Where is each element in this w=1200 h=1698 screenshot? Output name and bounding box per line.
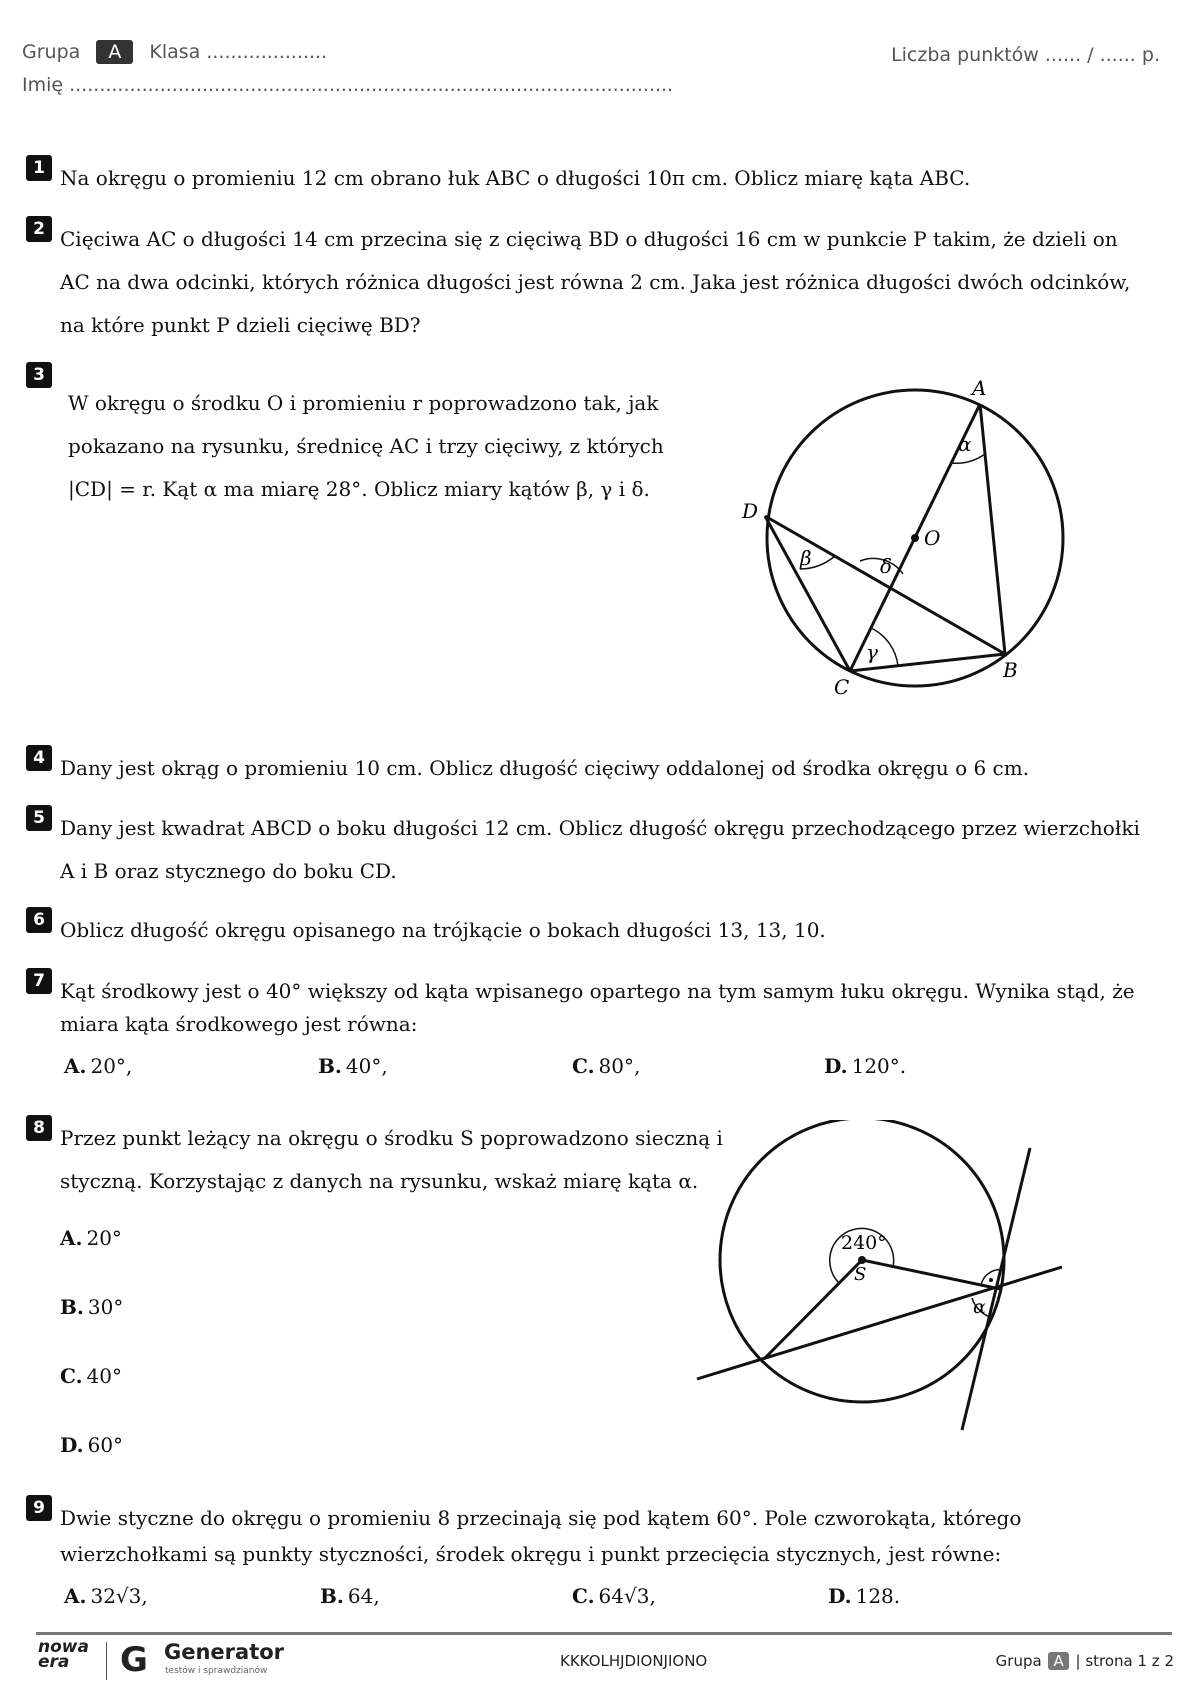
question-8-option-d: D. 60° <box>60 1433 124 1457</box>
footer-code: KKKOLHJDIONJIONO <box>560 1652 708 1670</box>
fig8-label-alpha: α <box>973 1296 986 1318</box>
fig3-label-B: B <box>1003 658 1018 682</box>
question-6-line-1: Oblicz długość okręgu opisanego na trójkącie o bokach długości 13, 13, 10. <box>60 918 826 942</box>
fig3-label-gamma: γ <box>866 640 878 664</box>
question-9-line-1: Dwie styczne do okręgu o promieniu 8 przecinają się pod kątem 60°. Pole czworokąta, którego <box>60 1506 1022 1530</box>
question-5-line-1: Dany jest kwadrat ABCD o boku długości 12 cm. Oblicz długość okręgu przechodzącego przez wierzchołki <box>60 816 1140 840</box>
question-1-line-1: Na okręgu o promieniu 12 cm obrano łuk ABC o długości 10π cm. Oblicz miarę kąta ABC. <box>60 166 971 190</box>
footer-page-info <box>996 1652 1174 1670</box>
footer-group-badge: A <box>1048 1652 1068 1670</box>
figure-8-circle-diagram <box>690 1120 1070 1440</box>
question-number-4: 4 <box>26 745 52 771</box>
fig8-center-point <box>858 1256 866 1264</box>
name-label: Imię .................................................................................................... <box>22 74 674 96</box>
group-label: Grupa <box>22 41 81 63</box>
question-2-line-3: na które punkt P dzieli cięciwę BD? <box>60 313 421 337</box>
question-number-8: 8 <box>26 1115 52 1141</box>
group-value-badge: A <box>96 40 133 64</box>
question-number-7: 7 <box>26 968 52 994</box>
question-8-line-2: styczną. Korzystając z danych na rysunku, wskaż miarę kąta α. <box>60 1169 699 1193</box>
question-7-line-1: Kąt środkowy jest o 40° większy od kąta wpisanego opartego na tym samym łuku okręgu. Wynika stąd, że <box>60 979 1135 1003</box>
footer-logo-divider <box>106 1642 107 1680</box>
question-number-2: 2 <box>26 216 52 242</box>
figure-3-circle-diagram <box>730 370 1070 710</box>
generator-logo-text: Generator <box>164 1640 285 1664</box>
question-7-option-a: A. 20°, <box>64 1054 133 1078</box>
question-3-line-1: W okręgu o środku O i promieniu r poprowadzono tak, jak <box>68 391 659 415</box>
points-label: Liczba punktów ...... / ...... p. <box>891 44 1160 66</box>
question-number-1: 1 <box>26 155 52 181</box>
question-number-9: 9 <box>26 1495 52 1521</box>
question-7-line-2: miara kąta środkowego jest równa: <box>60 1012 418 1036</box>
fig8-right-angle-dot <box>989 1278 993 1282</box>
fig3-label-A: A <box>972 376 987 400</box>
fig8-radius-1 <box>862 1260 1000 1289</box>
fig3-label-C: C <box>834 675 850 699</box>
fig8-label-240: 240° <box>841 1232 887 1254</box>
question-2-line-1: Cięciwa AC o długości 14 cm przecina się z cięciwą BD o długości 16 cm w punkcie P takim, że dzieli on <box>60 227 1118 251</box>
question-7-option-c: C. 80°, <box>572 1054 641 1078</box>
question-8-option-c: C. 40° <box>60 1364 122 1388</box>
fig3-label-alpha: α <box>958 432 972 456</box>
question-9-option-b: B. 64, <box>320 1584 380 1608</box>
fig3-label-D: D <box>742 499 759 523</box>
generator-logo-icon: G <box>120 1640 148 1680</box>
question-number-3: 3 <box>26 362 52 388</box>
question-9-line-2: wierzchołkami są punkty styczności, środek okręgu i punkt przecięcia stycznych, jest równe: <box>60 1542 1002 1566</box>
fig3-label-delta: δ <box>880 554 893 578</box>
fig3-center-point <box>911 534 919 542</box>
fig3-label-O: O <box>924 526 941 550</box>
footer-divider <box>36 1632 1172 1635</box>
question-8-option-b: B. 30° <box>60 1295 124 1319</box>
fig3-label-beta: β <box>800 546 812 570</box>
question-8-option-a: A. 20° <box>60 1226 122 1250</box>
fig8-secant <box>697 1267 1062 1379</box>
question-4-line-1: Dany jest okrąg o promieniu 10 cm. Oblicz długość cięciwy oddalonej od środka okręgu o 6 cm. <box>60 756 1030 780</box>
question-9-option-d: D. 128. <box>828 1584 901 1608</box>
question-5-line-2: A i B oraz stycznego do boku CD. <box>60 859 397 883</box>
footer-page-label: | strona 1 z 2 <box>1075 1652 1174 1670</box>
generator-logo-subtext: testów i sprawdzianów <box>165 1666 268 1676</box>
fig8-label-S: S <box>854 1264 867 1285</box>
question-3-line-2: pokazano na rysunku, średnicę AC i trzy cięciwy, z których <box>68 434 664 458</box>
header-group <box>22 40 327 64</box>
question-number-5: 5 <box>26 805 52 831</box>
footer-group-label: Grupa <box>995 1652 1042 1670</box>
fig3-chord-AB <box>980 404 1005 654</box>
question-9-option-c: C. 64√3, <box>572 1584 656 1608</box>
question-3-line-3: |CD| = r. Kąt α ma miarę 28°. Oblicz miary kątów β, γ i δ. <box>68 477 650 501</box>
question-7-option-d: D. 120°. <box>824 1054 907 1078</box>
question-2-line-2: AC na dwa odcinki, których różnica długości jest równa 2 cm. Jaka jest różnica długości dwóch odcinków, <box>60 270 1131 294</box>
question-number-6: 6 <box>26 907 52 933</box>
question-7-option-b: B. 40°, <box>318 1054 388 1078</box>
question-8-line-1: Przez punkt leżący na okręgu o środku S poprowadzono sieczną i <box>60 1126 723 1150</box>
question-9-option-a: A. 32√3, <box>64 1584 148 1608</box>
nowa-era-logo: nowa era <box>38 1637 89 1673</box>
class-label: Klasa .................... <box>149 41 328 63</box>
